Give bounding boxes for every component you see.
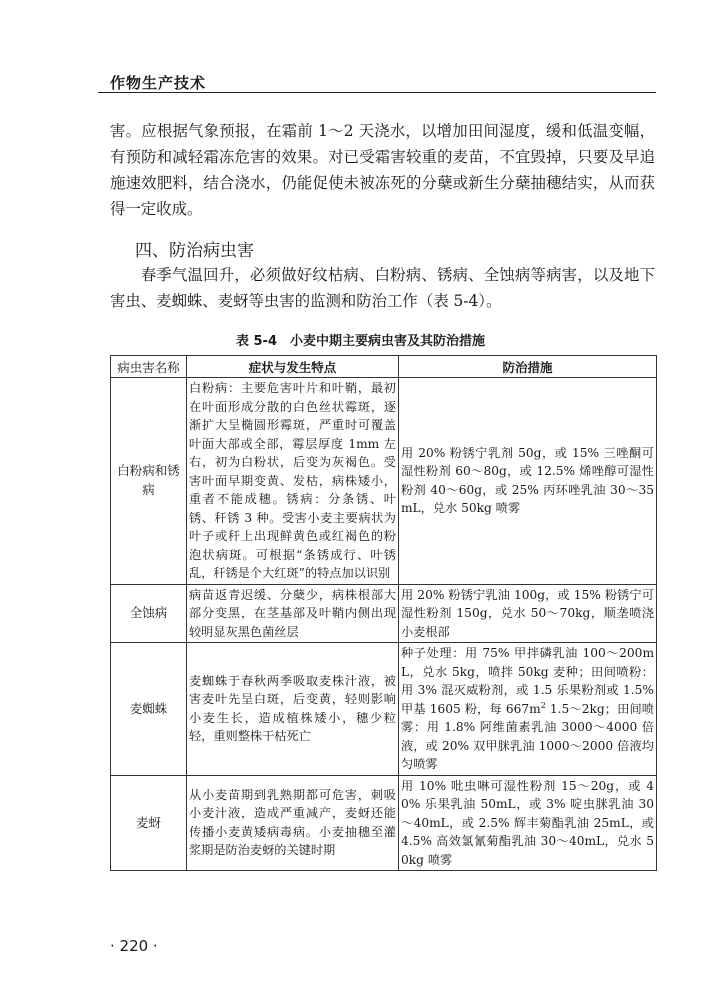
- table-row: [111, 378, 657, 585]
- column-header-symptoms: 症状与发生特点: [187, 356, 399, 378]
- control-cell: 用 10% 吡虫啉可湿性粉剂 15～20g，或 40% 乐果乳油 50mL，或 3% 啶虫脒乳油 30～40mL，或 2.5% 辉丰菊酯乳油 25mL，或 4.5% 高效氯氰菊酯乳油 30～40mL，兑水 50kg 喷雾: [399, 775, 657, 871]
- paragraph-frost-protection: 害。应根据气象预报，在霜前 1～2 天浇水，以增加田间湿度，缓和低温变幅，有预防和减轻霜冻危害的效果。对已受霜害较重的麦苗，不宜毁掉，只要及早追施速效肥料，结合浇水，仍能促使未被冻死的分蘖或新生分蘖抽穗结实，从而获得一定收成。: [110, 122, 655, 218]
- table-header-row: [111, 356, 657, 378]
- control-cell: 用 20% 粉锈宁乳剂 50g，或 15% 三唑酮可湿性粉剂 60～80g，或 12.5% 烯唑醇可湿性粉剂 40～60g，或 25% 丙环唑乳油 30～35mL，兑水 50kg 喷雾: [399, 378, 657, 585]
- running-header-title: 作物生产技术: [110, 74, 207, 92]
- symptoms-cell: 白粉病：主要危害叶片和叶鞘，最初在叶面形成分散的白色丝状霉斑，逐渐扩大呈椭圆形霉斑，严重时可覆盖叶面大部或全部，霉层厚度 1mm 左右，初为白粉状，后变为灰褐色。受害叶面早期变黄、发枯，病株矮小，重者不能成穗。锈病：分条锈、叶锈、秆锈 3 种。受害小麦主要病状为叶子或秆上出现鲜黄色或红褐色的粉泡状病斑。可根据“条锈成行、叶锈乱，秆锈是个大红斑”的特点加以识别: [187, 378, 399, 585]
- column-header-name: 病虫害名称: [111, 356, 187, 378]
- symptoms-cell: 病苗返青迟缓、分蘖少，病株根部大部分变黑，在茎基部及叶鞘内侧出现较明显灰黑色菌丝层: [187, 584, 399, 643]
- pest-name-cell: 麦蚜: [111, 775, 187, 871]
- control-cell: [399, 643, 657, 776]
- pest-name-cell: 白粉病和锈病: [111, 378, 187, 585]
- section-heading: 四、防治病虫害: [135, 241, 254, 261]
- table-row: [111, 584, 657, 643]
- pest-name-cell: 麦蜘蛛: [111, 643, 187, 776]
- pest-control-table: [110, 355, 657, 871]
- page-number: · 220 ·: [110, 937, 158, 955]
- paragraph-pest-monitoring: 春季气温回升，必须做好纹枯病、白粉病、锈病、全蚀病等病害，以及地下害虫、麦蜘蛛、麦蚜等虫害的监测和防治工作（表 5-4）。: [110, 266, 655, 310]
- column-header-control: 防治措施: [399, 356, 657, 378]
- table-row: [111, 775, 657, 871]
- superscript-unit: 2: [540, 700, 546, 710]
- control-cell: 用 20% 粉锈宁乳油 100g，或 15% 粉锈宁可湿性粉剂 150g，兑水 50～70kg，顺垄喷浇小麦根部: [399, 584, 657, 643]
- control-text-part: 种子处理：用 75% 甲拌磷乳油 100～200mL，兑水 5kg，喷拌 50kg 麦种；田间喷粉：用 3% 混灭威粉剂，或 1.5 乐果粉剂或 1.5% 甲基 1605 粉，每 667m: [401, 646, 654, 716]
- table-caption: 表 5-4 小麦中期主要病虫害及其防治措施: [235, 334, 485, 349]
- pest-name-cell: 全蚀病: [111, 584, 187, 643]
- symptoms-cell: 从小麦苗期到乳熟期都可危害，刺吸小麦汁液，造成严重减产，麦蚜还能传播小麦黄矮病毒病。小麦抽穗至灌浆期是防治麦蚜的关键时期: [187, 775, 399, 871]
- header-rule: [98, 92, 656, 93]
- symptoms-cell: 麦蜘蛛于春秋两季吸取麦株汁液，被害麦叶先呈白斑，后变黄，轻则影响小麦生长，造成植株矮小，穗少粒轻，重则整株干枯死亡: [187, 643, 399, 776]
- control-text-part: 1.5～2kg；田间喷雾：用 1.8% 阿维菌素乳油 3000～4000 倍液，或 20% 双甲脒乳油 1000～2000 倍液均匀喷雾: [401, 701, 654, 771]
- table-row: [111, 643, 657, 776]
